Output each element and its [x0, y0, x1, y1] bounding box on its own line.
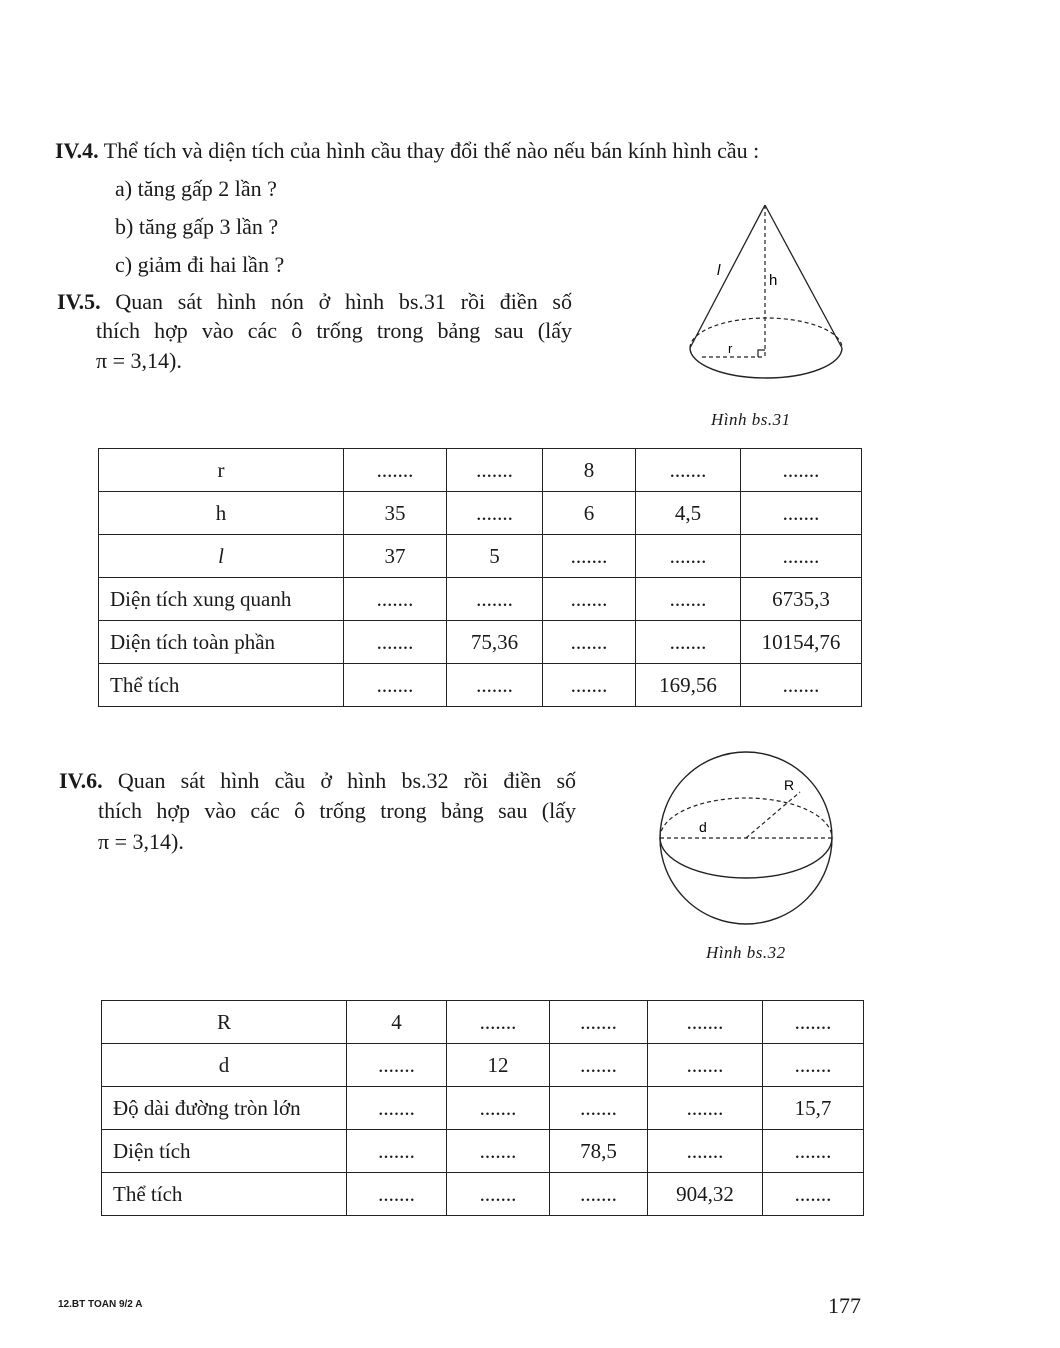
- sphere-table-cell: .......: [550, 1173, 648, 1216]
- cone-table-cell: 8: [543, 449, 636, 492]
- cone-table-cell: .......: [636, 621, 741, 664]
- sphere-table-cell: 15,7: [763, 1087, 864, 1130]
- iv5-line1: IV.5. Quan sát hình nón ở hình bs.31 rồi điền số: [57, 289, 572, 314]
- sphere-table-row: [102, 1087, 864, 1130]
- sphere-table-cell: .......: [447, 1087, 550, 1130]
- sphere-table-cell: .......: [648, 1001, 763, 1044]
- iv4-option-c: c) giảm đi hai lần ?: [115, 252, 285, 277]
- sphere-table-cell: .......: [550, 1044, 648, 1087]
- sphere-table-cell: .......: [763, 1130, 864, 1173]
- sphere-table-cell: 78,5: [550, 1130, 648, 1173]
- cone-table-cell: 10154,76: [741, 621, 862, 664]
- cone-table-cell: .......: [543, 578, 636, 621]
- sphere-table-cell: .......: [347, 1173, 447, 1216]
- iv4-text: Thể tích và diện tích của hình cầu thay đổi thế nào nếu bán kính hình cầu :: [103, 138, 760, 163]
- cone-left-edge: [690, 205, 765, 348]
- sphere-table-cell: .......: [347, 1130, 447, 1173]
- iv4-option-a: a) tăng gấp 2 lần ?: [115, 176, 277, 201]
- sphere-table-cell: .......: [347, 1087, 447, 1130]
- cone-table-cell: .......: [741, 535, 862, 578]
- iv6-label: IV.6.: [59, 768, 103, 793]
- cone-table-cell: .......: [447, 664, 543, 707]
- cone-table-cell: .......: [636, 535, 741, 578]
- sphere-table-cell: 12: [447, 1044, 550, 1087]
- figure-caption-bs32: Hình bs.32: [706, 943, 786, 962]
- iv5-line2: thích hợp vào các ô trống trong bảng sau (lấy: [96, 318, 572, 343]
- cone-table-cell: .......: [344, 621, 447, 664]
- iv6-line1: IV.6. Quan sát hình cầu ở hình bs.32 rồi điền số: [59, 768, 577, 793]
- sphere-table-row-label: d: [102, 1044, 347, 1087]
- iv5-label: IV.5.: [57, 289, 101, 314]
- sphere-radius-line: [746, 792, 800, 838]
- footer-left-text: 12.BT TOAN 9/2 A: [58, 1299, 143, 1310]
- right-angle-mark: [758, 350, 765, 357]
- cone-table-cell: 4,5: [636, 492, 741, 535]
- cone-table-cell: .......: [741, 492, 862, 535]
- iv4-label: IV.4.: [55, 138, 99, 163]
- cone-table-row-label: l: [99, 535, 344, 578]
- sphere-table-cell: .......: [763, 1173, 864, 1216]
- sphere-table-row-label: R: [102, 1001, 347, 1044]
- sphere-table-row-label: Độ dài đường tròn lớn: [102, 1087, 347, 1130]
- cone-table-cell: .......: [447, 449, 543, 492]
- cone-table-row-label: h: [99, 492, 344, 535]
- cone-label-l: l: [717, 262, 721, 279]
- cone-table-cell: .......: [344, 578, 447, 621]
- cone-base-front: [690, 348, 842, 378]
- cone-table-cell: .......: [636, 449, 741, 492]
- sphere-table-row: [102, 1001, 864, 1044]
- iv5-line3: π = 3,14).: [96, 348, 182, 373]
- cone-table-cell: .......: [543, 664, 636, 707]
- cone-table-row-label: Diện tích toàn phần: [99, 621, 344, 664]
- sphere-figure: [650, 750, 840, 935]
- sphere-table-cell: .......: [447, 1001, 550, 1044]
- figure-caption-bs31: Hình bs.31: [711, 410, 791, 429]
- sphere-table-row: [102, 1044, 864, 1087]
- sphere-label-d: d: [699, 819, 707, 835]
- sphere-table-cell: .......: [550, 1087, 648, 1130]
- cone-table-cell: .......: [636, 578, 741, 621]
- cone-table-row: [99, 492, 862, 535]
- sphere-table-cell: .......: [648, 1130, 763, 1173]
- sphere-table: [101, 1000, 864, 1216]
- cone-label-h: h: [769, 272, 778, 289]
- cone-table-row-label: r: [99, 449, 344, 492]
- iv4-question: [55, 140, 759, 162]
- sphere-table-cell: .......: [447, 1130, 550, 1173]
- cone-table-cell: .......: [543, 621, 636, 664]
- cone-table-cell: .......: [741, 449, 862, 492]
- cone-table-cell: .......: [447, 492, 543, 535]
- cone-table-cell: .......: [543, 535, 636, 578]
- sphere-label-R: R: [784, 777, 795, 793]
- cone-table-cell: .......: [344, 449, 447, 492]
- sphere-table-cell: .......: [648, 1044, 763, 1087]
- page-number: 177: [828, 1293, 861, 1318]
- cone-table-cell: 169,56: [636, 664, 741, 707]
- sphere-table-cell: 904,32: [648, 1173, 763, 1216]
- cone-table: [98, 448, 862, 707]
- cone-table-row-label: Thể tích: [99, 664, 344, 707]
- cone-base-back: [690, 318, 842, 348]
- cone-table-row: [99, 621, 862, 664]
- cone-table-cell: 6: [543, 492, 636, 535]
- cone-label-r: r: [728, 341, 733, 356]
- iv4-option-b: b) tăng gấp 3 lần ?: [115, 214, 279, 239]
- cone-table-row: [99, 449, 862, 492]
- cone-table-cell: 37: [344, 535, 447, 578]
- cone-table-row: [99, 664, 862, 707]
- cone-table-cell: .......: [741, 664, 862, 707]
- sphere-table-row-label: Thể tích: [102, 1173, 347, 1216]
- sphere-table-row: [102, 1173, 864, 1216]
- sphere-table-cell: .......: [763, 1001, 864, 1044]
- sphere-equator-front: [660, 838, 832, 878]
- sphere-table-cell: 4: [347, 1001, 447, 1044]
- sphere-table-row: [102, 1130, 864, 1173]
- sphere-table-cell: .......: [648, 1087, 763, 1130]
- cone-table-cell: 35: [344, 492, 447, 535]
- sphere-equator-back: [660, 798, 832, 838]
- sphere-table-row-label: Diện tích: [102, 1130, 347, 1173]
- cone-table-cell: .......: [344, 664, 447, 707]
- cone-table-cell: 5: [447, 535, 543, 578]
- cone-table-row: [99, 535, 862, 578]
- sphere-table-cell: .......: [347, 1044, 447, 1087]
- cone-table-cell: 75,36: [447, 621, 543, 664]
- iv6-line3: π = 3,14).: [98, 829, 184, 854]
- cone-figure: [680, 195, 855, 395]
- cone-table-cell: 6735,3: [741, 578, 862, 621]
- sphere-table-cell: .......: [763, 1044, 864, 1087]
- cone-table-row: [99, 578, 862, 621]
- sphere-table-cell: .......: [550, 1001, 648, 1044]
- cone-table-cell: .......: [447, 578, 543, 621]
- iv6-line2: thích hợp vào các ô trống trong bảng sau (lấy: [98, 798, 576, 823]
- sphere-table-cell: .......: [447, 1173, 550, 1216]
- cone-table-row-label: Diện tích xung quanh: [99, 578, 344, 621]
